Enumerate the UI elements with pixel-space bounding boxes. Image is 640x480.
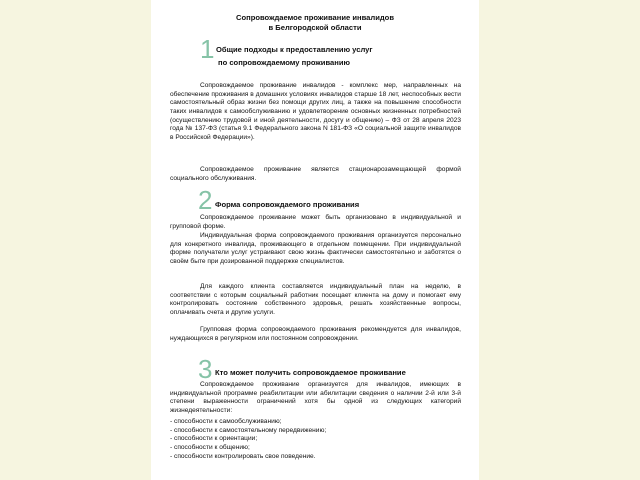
- section-2-paragraph-3: Для каждого клиента составляется индивидуальный план на неделю, в соответствии с которым социальный работник посещает клиента на дому и помогает ему контролировать состояние собственного здоровья, решать хозяйственные вопросы, оплачивать счета и другие услуги.: [170, 283, 461, 316]
- section-2-number: 2: [198, 185, 213, 215]
- section-1-heading-line2: по сопровождаемому проживанию: [218, 58, 350, 67]
- section-3-heading: Кто может получить сопровождаемое проживание: [215, 368, 406, 377]
- section-2-paragraph-1: Сопровождаемое проживание может быть организовано в индивидуальной и групповой форме.: [170, 214, 461, 230]
- section-2-paragraph-4: Групповая форма сопровождаемого проживания рекомендуется для инвалидов, нуждающихся в регулярном или постоянном сопровождении.: [170, 326, 461, 342]
- section-3-paragraph-1: Сопровождаемое проживание организуется для инвалидов, имеющих в индивидуальной программе реабилитации или абилитации сведения о наличии 2-й или 3-й степени выраженности ограничений хотя бы одной из следующих категорий жизнедеятельности:: [170, 381, 461, 414]
- section-3-list: [170, 418, 461, 462]
- section-3-number: 3: [198, 354, 213, 384]
- section-1-heading-line1: Общие подходы к предоставлению услуг: [216, 45, 373, 54]
- list-item: - способности контролировать свое поведение.: [170, 452, 316, 460]
- list-item: - способности к самостоятельному передвижению;: [170, 426, 327, 434]
- section-2-heading: Форма сопровождаемого проживания: [215, 200, 360, 209]
- section-1-paragraph-1: Сопровождаемое проживание инвалидов - комплекс мер, направленных на обеспечение проживания в домашних условиях инвалидов старше 18 лет, неспособных вести самостоятельный образ жизни без помощи других лиц, а также на повышение способности таких инвалидов к самообслуживанию и удовлетворение основных жизненных потребностей (осуществлению трудовой и иной деятельности, досугу и общению) – ФЗ от 28 апреля 2023 года № 137-ФЗ (статья 9.1 Федерального закона N 181-ФЗ «О социальной защите инвалидов в Российской Федерации»).: [170, 82, 461, 141]
- list-item: - способности к ориентации;: [170, 435, 258, 443]
- section-1-number: 1: [200, 34, 215, 64]
- document-title-line1: Сопровождаемое проживание инвалидов: [236, 13, 394, 22]
- list-item: - способности к самообслуживанию;: [170, 418, 282, 425]
- document-page: [151, 0, 479, 480]
- section-1-paragraph-2: Сопровождаемое проживание является стационарозамещающей формой социального обслуживания.: [170, 166, 461, 182]
- document-title-line2: в Белгородской области: [268, 22, 362, 32]
- section-2-paragraph-2: Индивидуальная форма сопровождаемого проживания организуется персонально для конкретного инвалида, проживающего в отдельном помещении. При индивидуальной форме получатели услуг устраивают свою жизнь фактически самостоятельно и заботятся о своём быте при дозированной поддержке специалистов.: [170, 232, 461, 265]
- list-item: - способности к общению;: [170, 444, 250, 452]
- document-title: [151, 13, 479, 32]
